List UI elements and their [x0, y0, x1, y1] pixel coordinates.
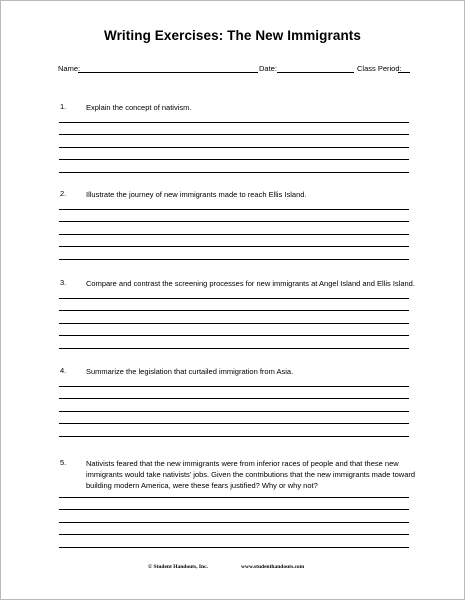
date-label: Date:: [259, 64, 277, 73]
answer-line[interactable]: [59, 234, 409, 235]
answer-line[interactable]: [59, 436, 409, 437]
answer-line[interactable]: [59, 221, 409, 222]
answer-line[interactable]: [59, 172, 409, 173]
question-number: 1.: [60, 102, 67, 111]
answer-line[interactable]: [59, 411, 409, 412]
question-number: 4.: [60, 366, 67, 375]
answer-line[interactable]: [59, 310, 409, 311]
question-text: Nativists feared that the new immigrants were from inferior races of people and that these new immigrants would take nativists’ jobs. Given the contributions that the new immigrants made toward building modern America, were these fears justified? Why or why not?: [86, 459, 416, 490]
question-text: Summarize the legislation that curtailed immigration from Asia.: [86, 367, 294, 376]
answer-line[interactable]: [59, 134, 409, 135]
answer-line[interactable]: [59, 497, 409, 498]
question-number: 5.: [60, 458, 67, 467]
answer-line[interactable]: [59, 298, 409, 299]
answer-line[interactable]: [59, 423, 409, 424]
question-text: Compare and contrast the screening processes for new immigrants at Angel Island and Ellis Island.: [86, 279, 415, 288]
answer-line[interactable]: [59, 398, 409, 399]
class-period-blank[interactable]: [398, 72, 410, 73]
answer-line[interactable]: [59, 335, 409, 336]
footer-website: www.studenthandouts.com: [241, 564, 305, 570]
date-blank[interactable]: [277, 72, 354, 73]
worksheet-title: Writing Exercises: The New Immigrants: [103, 28, 362, 43]
footer-copyright: © Student Handouts, Inc.: [148, 564, 208, 570]
answer-line[interactable]: [59, 246, 409, 247]
answer-line[interactable]: [59, 547, 409, 548]
class-period-label: Class Period:: [357, 64, 402, 73]
answer-line[interactable]: [59, 522, 409, 523]
student-info-row: [58, 64, 410, 76]
answer-line[interactable]: [59, 509, 409, 510]
answer-line[interactable]: [59, 209, 409, 210]
question-number: 2.: [60, 189, 67, 198]
answer-line[interactable]: [59, 534, 409, 535]
question-number: 3.: [60, 278, 67, 287]
answer-line[interactable]: [59, 159, 409, 160]
name-blank[interactable]: [78, 72, 258, 73]
answer-line[interactable]: [59, 259, 409, 260]
question-text: Explain the concept of nativism.: [86, 103, 192, 112]
answer-line[interactable]: [59, 323, 409, 324]
answer-line[interactable]: [59, 348, 409, 349]
name-label: Name:: [58, 64, 81, 73]
answer-line[interactable]: [59, 386, 409, 387]
question-text: Illustrate the journey of new immigrants made to reach Ellis Island.: [86, 190, 307, 199]
answer-line[interactable]: [59, 122, 409, 123]
answer-line[interactable]: [59, 147, 409, 148]
